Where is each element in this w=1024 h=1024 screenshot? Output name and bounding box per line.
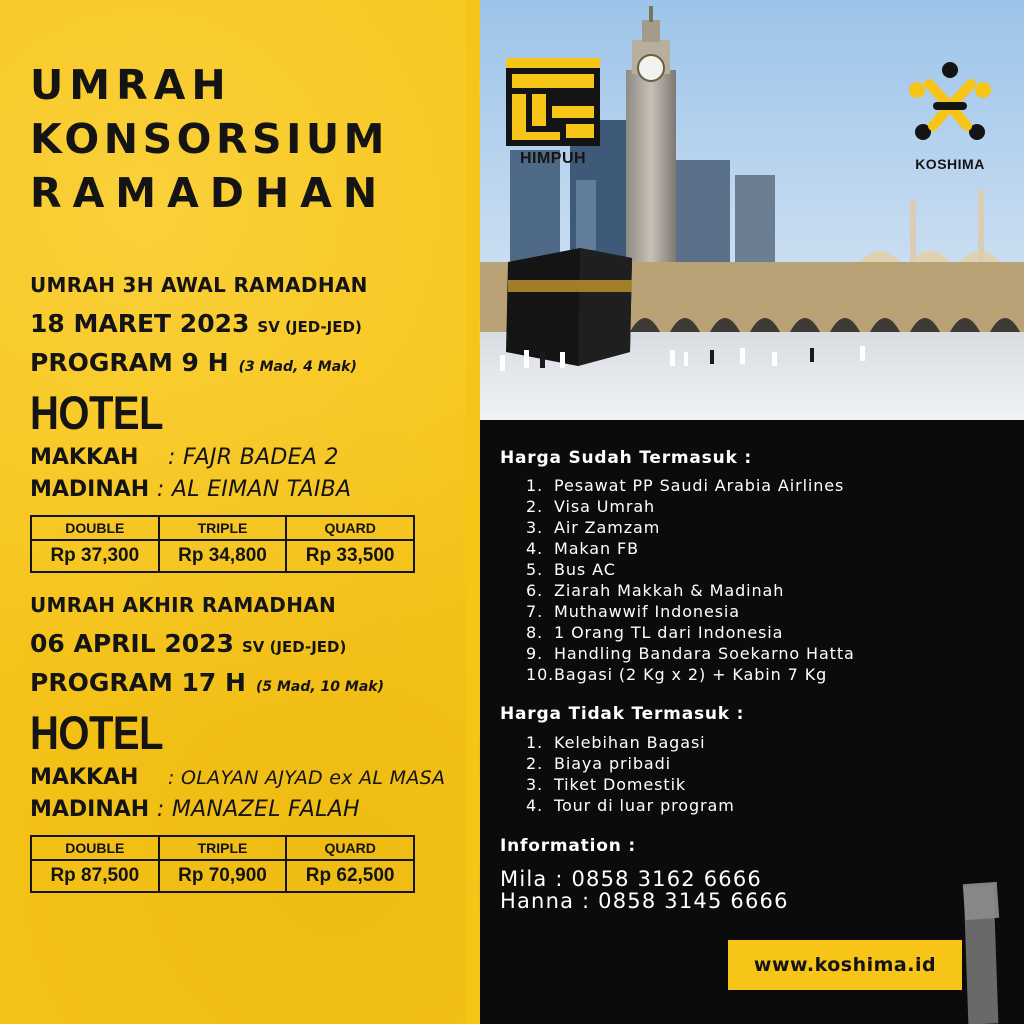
- flight-route: SV (JED-JED): [257, 318, 362, 336]
- hotel-list: [30, 763, 445, 825]
- koshima-label: KOSHIMA: [915, 156, 985, 172]
- included-title: Harga Sudah Termasuk :: [500, 448, 752, 468]
- hotel-name: : AL EIMAN TAIBA: [156, 477, 352, 502]
- list-item: 1. Pesawat PP Saudi Arabia Airlines: [526, 476, 845, 495]
- hotel-city-label: MAKKAH: [30, 445, 139, 470]
- flight-route: SV (JED-JED): [241, 638, 347, 656]
- contact-hanna: Hanna : 0858 3145 6666: [500, 889, 789, 913]
- list-item: 4. Tour di luar program: [526, 796, 735, 815]
- price-cell: Rp 33,500: [286, 540, 414, 572]
- left-panel: [0, 0, 480, 1024]
- excluded-list: [526, 732, 735, 816]
- room-type-cell: QUARD: [286, 836, 414, 860]
- program-detail: (3 Mad, 4 Mak): [238, 359, 357, 375]
- hotel-row-madinah: [30, 795, 445, 825]
- package-date-line: [30, 628, 445, 663]
- package-awal-ramadhan: [30, 272, 415, 573]
- himpuh-label: HIMPUH: [519, 150, 587, 167]
- room-type-cell: DOUBLE: [31, 836, 159, 860]
- makkah-photo: [480, 0, 1024, 420]
- room-type-cell: DOUBLE: [31, 516, 159, 540]
- package-heading: UMRAH AKHIR RAMADHAN: [30, 593, 337, 617]
- package-akhir-ramadhan: [30, 592, 445, 893]
- package-date: 18 MARET 2023: [30, 309, 250, 338]
- list-item: 4. Makan FB: [526, 539, 640, 558]
- price-cell: Rp 62,500: [286, 860, 414, 892]
- koshima-logo: [900, 60, 1000, 172]
- title-line-1: UMRAH: [30, 61, 232, 109]
- info-panel: [480, 420, 1024, 1024]
- hotel-row-makkah: [30, 443, 415, 473]
- excluded-title: Harga Tidak Termasuk :: [500, 704, 745, 724]
- package-heading: UMRAH 3H AWAL RAMADHAN: [30, 273, 368, 297]
- hotel-city-label: MADINAH: [30, 797, 150, 822]
- tape-strip: [964, 886, 999, 1024]
- price-cell: Rp 37,300: [31, 540, 159, 572]
- contact-mila: Mila : 0858 3162 6666: [500, 867, 762, 891]
- hotel-list: [30, 443, 415, 505]
- hotel-city-label: MADINAH: [30, 477, 150, 502]
- list-item: 6. Ziarah Makkah & Madinah: [526, 581, 785, 600]
- website-link[interactable]: www.koshima.id: [728, 940, 962, 990]
- list-item: 5. Bus AC: [526, 560, 616, 579]
- list-item: 8. 1 Orang TL dari Indonesia: [526, 623, 784, 642]
- price-cell: Rp 87,500: [31, 860, 159, 892]
- list-item: 7. Muthawwif Indonesia: [526, 602, 740, 621]
- price-cell: Rp 34,800: [159, 540, 287, 572]
- list-item: 9. Handling Bandara Soekarno Hatta: [526, 644, 855, 663]
- hotel-name: : MANAZEL FALAH: [156, 797, 360, 822]
- room-type-cell: QUARD: [286, 516, 414, 540]
- himpuh-logo: [506, 58, 600, 168]
- list-item: 3. Tiket Domestik: [526, 775, 687, 794]
- list-item: 1. Kelebihan Bagasi: [526, 733, 706, 752]
- package-program: PROGRAM 9 H: [30, 348, 229, 377]
- price-table: [30, 515, 415, 573]
- hotel-name: : OLAYAN AJYAD ex AL MASA: [168, 767, 446, 789]
- room-type-cell: TRIPLE: [159, 836, 287, 860]
- information-title: Information :: [500, 836, 636, 856]
- package-date: 06 APRIL 2023: [30, 629, 234, 658]
- hotel-name: : FAJR BADEA 2: [168, 445, 339, 470]
- room-type-cell: TRIPLE: [159, 516, 287, 540]
- price-cell: Rp 70,900: [159, 860, 287, 892]
- program-detail: (5 Mad, 10 Mak): [255, 679, 385, 695]
- package-program-line: [30, 667, 445, 703]
- title-line-3: RAMADHAN: [30, 169, 389, 217]
- hotel-city-label: MAKKAH: [30, 765, 139, 790]
- hotel-heading: HOTEL: [30, 387, 164, 440]
- hotel-row-madinah: [30, 475, 415, 505]
- package-program-line: [30, 347, 415, 383]
- list-item: 2. Biaya pribadi: [526, 754, 672, 773]
- hotel-heading: HOTEL: [30, 707, 164, 760]
- package-date-line: [30, 308, 415, 343]
- hotel-row-makkah: [30, 763, 445, 793]
- title-line-2: KONSORSIUM: [30, 115, 389, 163]
- himpuh-calligraphy-icon: [506, 58, 600, 146]
- koshima-people-icon: [903, 60, 997, 150]
- price-table: [30, 835, 415, 893]
- list-item: 2. Visa Umrah: [526, 497, 656, 516]
- included-list: [526, 475, 855, 685]
- list-item: 10.Bagasi (2 Kg x 2) + Kabin 7 Kg: [526, 665, 828, 684]
- package-program: PROGRAM 17 H: [30, 668, 246, 697]
- list-item: 3. Air Zamzam: [526, 518, 661, 537]
- main-title: [30, 58, 389, 220]
